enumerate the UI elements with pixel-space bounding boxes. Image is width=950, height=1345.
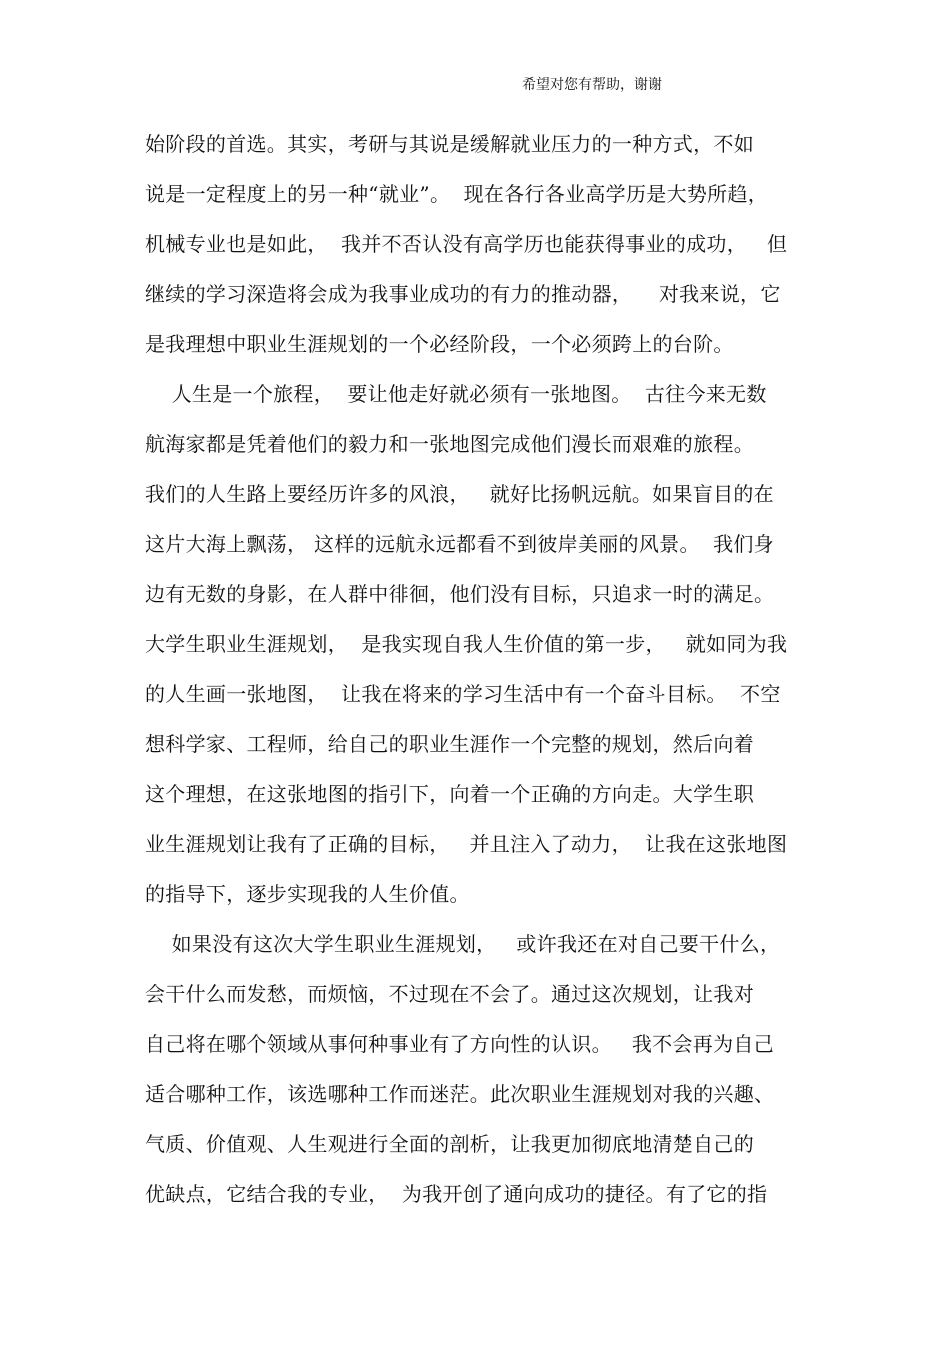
text-line: 是我理想中职业生涯规划的一个必经阶段，一个必须跨上的台阶。 <box>145 332 734 356</box>
text-line: 继续的学习深造将会成为我事业成功的有力的推动器， 对我来说，它 <box>145 282 781 306</box>
text-line: 业生涯规划让我有了正确的目标， 并且注入了动力， 让我在这张地图 <box>145 832 788 856</box>
text-line: 想科学家、工程师，给自己的职业生涯作一个完整的规划，然后向着 <box>145 732 754 756</box>
text-line: 航海家都是凭着他们的毅力和一张地图完成他们漫长而艰难的旅程。 <box>145 432 754 456</box>
text-line: 适合哪种工作，该选哪种工作而迷茫。此次职业生涯规划对我的兴趣、 <box>145 1082 775 1106</box>
text-line: 如果没有这次大学生职业生涯规划， 或许我还在对自己要干什么， <box>145 932 781 956</box>
text-line: 优缺点，它结合我的专业， 为我开创了通向成功的捷径。有了它的指 <box>145 1182 768 1206</box>
text-line: 边有无数的身影，在人群中徘徊，他们没有目标，只追求一时的满足。 <box>145 582 775 606</box>
text-line: 自己将在哪个领域从事何种事业有了方向性的认识。 我不会再为自己 <box>145 1032 774 1056</box>
text-line: 气质、价值观、人生观进行全面的剖析，让我更加彻底地清楚自己的 <box>145 1132 754 1156</box>
text-line: 大学生职业生涯规划， 是我实现自我人生价值的第一步， 就如同为我 <box>145 632 788 656</box>
text-line: 说是一定程度上的另一种“就业”。 现在各行各业高学历是大势所趋， <box>145 182 769 206</box>
text-line: 始阶段的首选。其实，考研与其说是缓解就业压力的一种方式，不如 <box>145 132 754 156</box>
text-line: 这片大海上飘荡， 这样的远航永远都看不到彼岸美丽的风景。 我们身 <box>145 532 774 556</box>
text-line: 这个理想，在这张地图的指引下，向着一个正确的方向走。大学生职 <box>145 782 754 806</box>
text-line: 的人生画一张地图， 让我在将来的学习生活中有一个奋斗目标。 不空 <box>145 682 781 706</box>
text-line: 人生是一个旅程， 要让他走好就必须有一张地图。 古往今来无数 <box>145 382 767 406</box>
text-line: 我们的人生路上要经历许多的风浪， 就好比扬帆远航。如果盲目的在 <box>145 482 774 506</box>
text-line: 会干什么而发愁，而烦恼，不过现在不会了。通过这次规划，让我对 <box>145 982 754 1006</box>
text-line: 机械专业也是如此， 我并不否认没有高学历也能获得事业的成功， 但 <box>145 232 788 256</box>
text-line: 的指导下，逐步实现我的人生价值。 <box>145 882 470 906</box>
page-header: 希望对您有帮助，谢谢 <box>522 77 662 93</box>
